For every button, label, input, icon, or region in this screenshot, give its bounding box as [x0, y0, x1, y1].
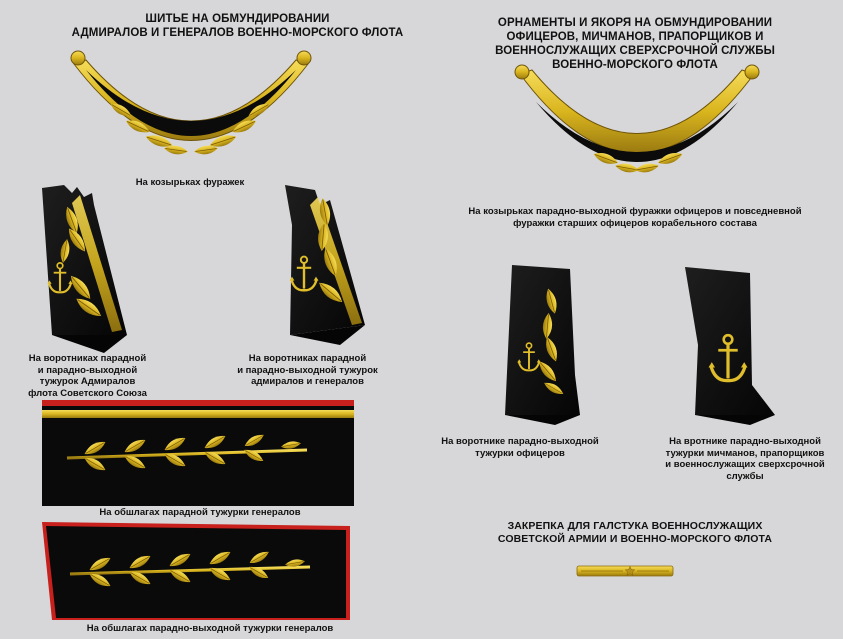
left-title: [40, 12, 435, 40]
caption-cuff-parade: На обшлагах парадной тужурки генералов: [99, 507, 301, 518]
tie-clip-title-line: СОВЕТСКОЙ АРМИИ И ВОЕННО-МОРСКОГО ФЛОТА: [497, 532, 773, 545]
collar-admirals-generals: [270, 185, 370, 345]
caption-line: и военнослужащих сверхсрочной: [665, 459, 825, 471]
cuff-parade-walkout-generals: [42, 522, 350, 620]
caption-officer-visor: [430, 206, 840, 229]
caption-collar-admirals: [220, 353, 395, 388]
caption-line: адмиралов и генералов: [251, 376, 364, 388]
caption-line: На воротнике парадно-выходной: [441, 436, 599, 447]
tie-clip-title: [470, 520, 800, 546]
caption-line: тужурки офицеров: [475, 447, 565, 459]
caption-line: На козырьках парадно-выходной фуражки офицеров и повседневной: [468, 206, 802, 217]
caption-collar-michman: [645, 436, 843, 482]
right-title-line: ОФИЦЕРОВ, МИЧМАНОВ, ПРАПОРЩИКОВ И: [506, 31, 764, 44]
caption-line: и парадно-выходной: [37, 364, 138, 376]
collar-michman: [680, 265, 790, 425]
caption-cuff-walkout: На обшлагах парадно-выходной тужурки генералов: [86, 623, 334, 634]
caption-line: и парадно-выходной тужурок: [237, 364, 378, 376]
collar-officers: [500, 265, 590, 427]
right-title-line: ВОЕННОСЛУЖАЩИХ СВЕРХСРОЧНОЙ СЛУЖБЫ: [495, 45, 775, 58]
right-title-line: ВОЕННО-МОРСКОГО ФЛОТА: [552, 59, 718, 72]
caption-line: службы: [726, 470, 764, 482]
caption-collar-officers: [425, 436, 615, 459]
admiral-visor-embroidery: [66, 42, 316, 167]
caption-line: тужурки мичманов, прапорщиков: [665, 447, 825, 459]
caption-line: тужурок Адмиралов: [39, 376, 136, 388]
left-title-line: ШИТЬЕ НА ОБМУНДИРОВАНИИ: [145, 13, 330, 25]
caption-line: На воротниках парадной: [28, 353, 147, 364]
right-title-line: ОРНАМЕНТЫ И ЯКОРЯ НА ОБМУНДИРОВАНИИ: [497, 17, 773, 29]
caption-line: На вротнике парадно-выходной: [669, 436, 821, 447]
left-title-line: АДМИРАЛОВ И ГЕНЕРАЛОВ ВОЕННО-МОРСКОГО ФЛОТА: [71, 27, 404, 40]
collar-marshal-fleet: [42, 185, 132, 345]
tie-clip-title-line: ЗАКРЕПКА ДЛЯ ГАЛСТУКА ВОЕННОСЛУЖАЩИХ: [507, 520, 763, 532]
caption-line: На воротниках парадной: [248, 353, 367, 364]
caption-line: флота Советского Союза: [28, 387, 147, 399]
caption-admiral-visor: На козырьках фуражек: [135, 177, 245, 188]
caption-collar-marshal: [0, 353, 175, 399]
caption-line: фуражки старших офицеров корабельного состава: [513, 217, 757, 229]
officer-visor-embroidery: [512, 62, 762, 190]
tie-clip: [577, 565, 673, 577]
cuff-parade-generals: [42, 400, 354, 508]
